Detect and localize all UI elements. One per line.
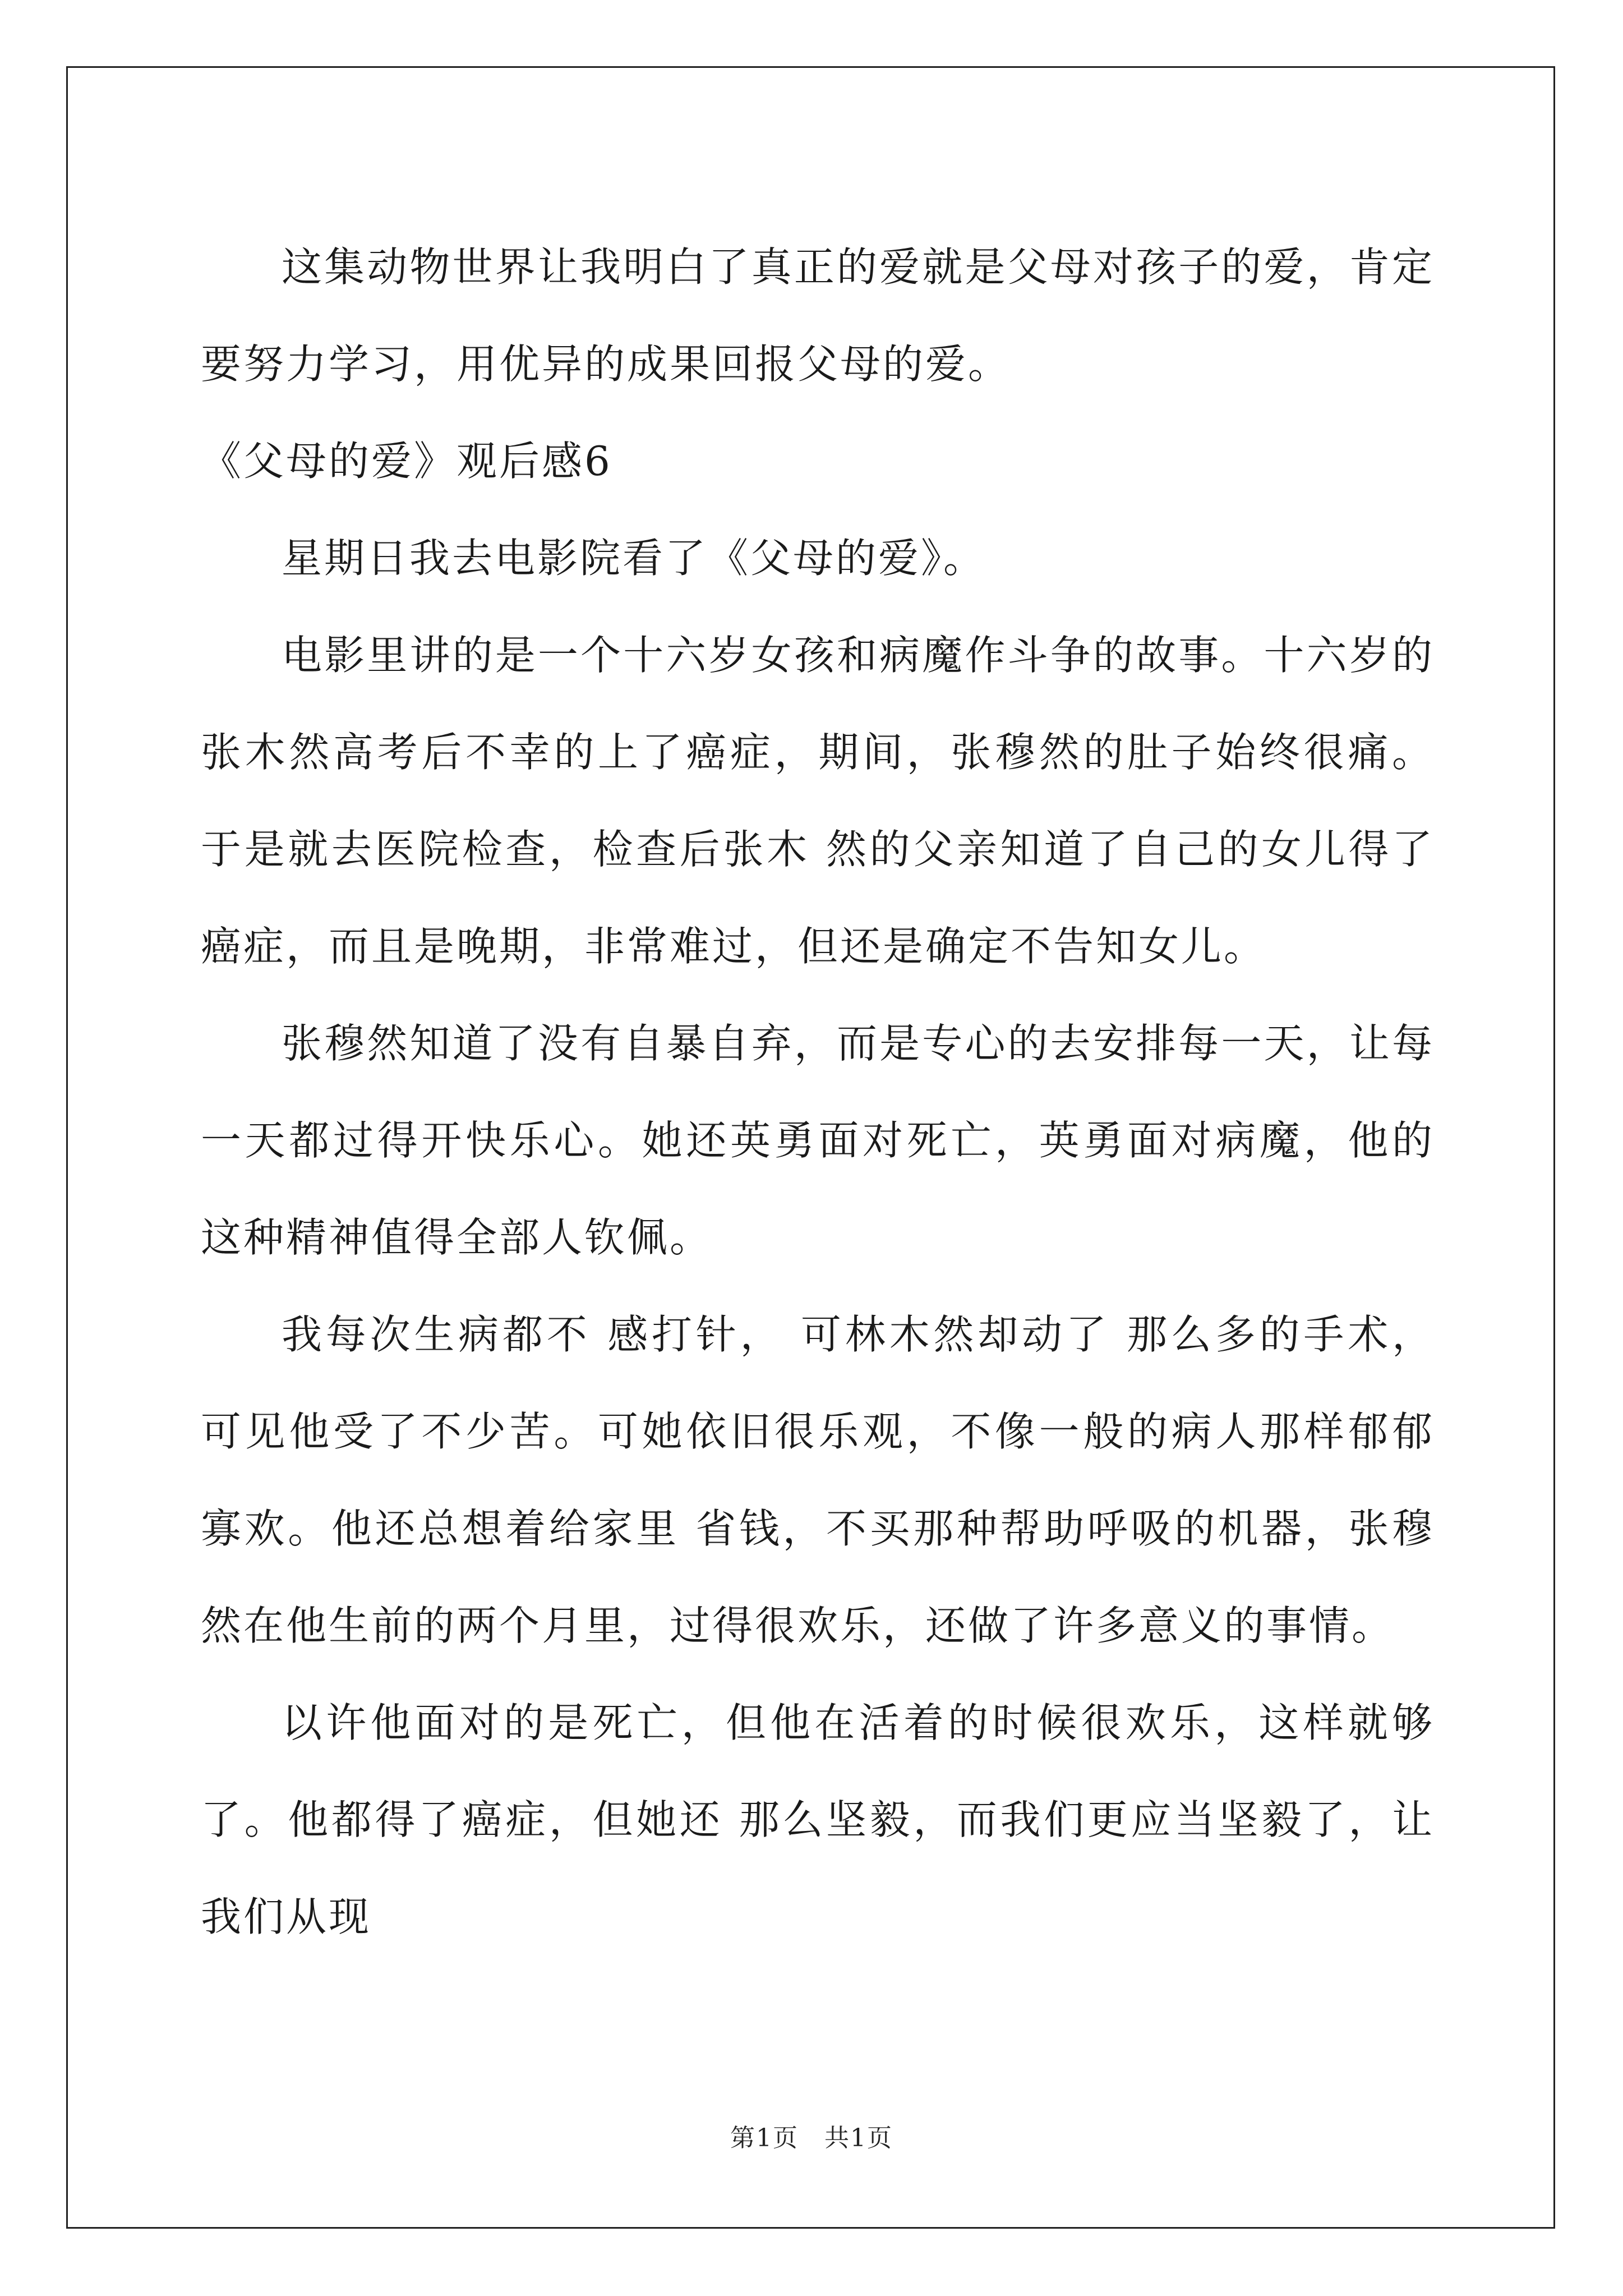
- paragraph-1: 这集动物世界让我明白了真正的爱就是父母对孩子的爱，肯定要努力学习，用优异的成果回报父母的爱。: [201, 243, 1435, 388]
- page-footer: 第1页 共1页: [730, 2124, 893, 2152]
- paragraph-3: 电影里讲的是一个十六岁女孩和病魔作斗争的故事。十六岁的张木然高考后不幸的上了癌症，期间，张穆然的肚子始终很痛。于是就去医院检查，检查后张木 然的父亲知道了自己的女儿得了癌症，而且是晚期，非常难过，但还是确定不告知女儿。: [201, 632, 1435, 970]
- section-heading: 《父母的爱》观后感6: [201, 438, 612, 485]
- paragraph-5: 我每次生病都不 感打针， 可林木然却动了 那么多的手术，可见他受了不少苦。可她依旧很乐观，不像一般的病人那样郁郁寡欢。他还总想着给家里 省钱，不买那种帮助呼吸的机器，张穆然在他生前的两个月里，过得很欢乐，还做了许多意义的事情。: [201, 1311, 1435, 1649]
- paragraph-4: 张穆然知道了没有自暴自弃，而是专心的去安排每一天，让每一天都过得开快乐心。她还英勇面对死亡，英勇面对病魔，他的这种精神值得全部人钦佩。: [201, 1020, 1435, 1261]
- paragraph-6: 以许他面对的是死亡，但他在活着的时候很欢乐，这样就够了。他都得了癌症，但她还 那么坚毅，而我们更应当坚毅了，让我们从现: [201, 1699, 1435, 1940]
- paragraph-2: 星期日我去电影院看了《父母的爱》。: [282, 535, 986, 582]
- document-body: [201, 219, 1435, 1966]
